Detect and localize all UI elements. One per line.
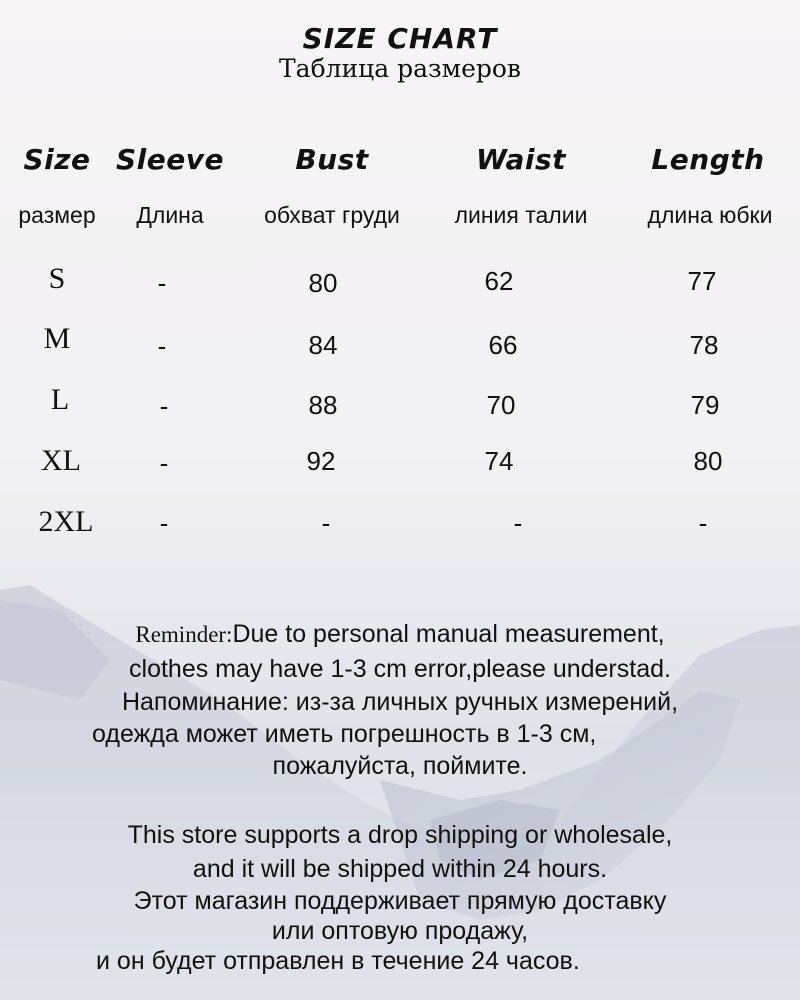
waist-cell: - (513, 508, 523, 538)
sleeve-cell: - (159, 391, 169, 421)
size-cell: XL (41, 444, 81, 477)
shipping-line-ru-2: или оптовую продажу, (271, 917, 529, 945)
length-cell: 78 (689, 330, 719, 360)
size-cell: L (50, 383, 70, 416)
sleeve-cell: - (159, 448, 169, 478)
shipping-note (0, 818, 800, 976)
reminder-note (0, 617, 800, 782)
bust-cell: 80 (308, 268, 338, 298)
page-title: SIZE CHART (302, 22, 498, 55)
waist-cell: 74 (484, 446, 514, 476)
length-cell: - (698, 508, 708, 538)
header-bust-ru: обхват груди (264, 202, 400, 228)
reminder-line-ru-2: одежда может иметь погрешность в 1-3 см, (92, 720, 597, 748)
reminder-line-1: Reminder:Due to personal manual measurement, (135, 620, 665, 648)
length-cell: 80 (693, 446, 723, 476)
sleeve-cell: - (157, 331, 167, 361)
reminder-line-2: clothes may have 1-3 cm error,please understad. (129, 655, 671, 683)
shipping-line-2: and it will be shipped within 24 hours. (192, 855, 608, 883)
header-sleeve: Sleeve (116, 143, 224, 176)
sleeve-cell: - (159, 508, 169, 538)
length-cell: 77 (687, 266, 717, 296)
bust-cell: - (321, 508, 331, 538)
waist-cell: 66 (488, 330, 518, 360)
size-cell: M (43, 322, 71, 355)
reminder-line-ru-1: Напоминание: из-за личных ручных измерений, (121, 688, 679, 716)
page-subtitle: Таблица размеров (278, 54, 522, 83)
reminder-label: Reminder: (135, 622, 233, 647)
header-waist: Waist (475, 143, 567, 176)
header-bust: Bust (295, 143, 369, 176)
waist-cell: 62 (484, 266, 514, 296)
header-sleeve-ru: Длина (136, 202, 204, 228)
length-cell: 79 (690, 390, 720, 420)
shipping-line-1: This store supports a drop shipping or wholesale, (127, 821, 673, 849)
bust-cell: 84 (308, 330, 338, 360)
header-length: Length (651, 143, 765, 176)
waist-cell: 70 (486, 390, 516, 420)
bust-cell: 92 (306, 446, 336, 476)
reminder-line-ru-3: пожалуйста, поймите. (272, 752, 528, 780)
bust-cell: 88 (308, 390, 338, 420)
size-cell: S (48, 262, 66, 295)
sleeve-cell: - (157, 268, 167, 298)
header-waist-ru: линия талии (454, 202, 588, 228)
size-cell: 2XL (38, 505, 94, 538)
header-length-ru: длина юбки (647, 202, 773, 228)
shipping-line-ru-1: Этот магазин поддерживает прямую доставку (133, 887, 667, 915)
shipping-line-ru-3: и он будет отправлен в течение 24 часов. (96, 947, 580, 975)
header-size-ru: размер (18, 202, 96, 228)
header-size: Size (23, 143, 91, 176)
